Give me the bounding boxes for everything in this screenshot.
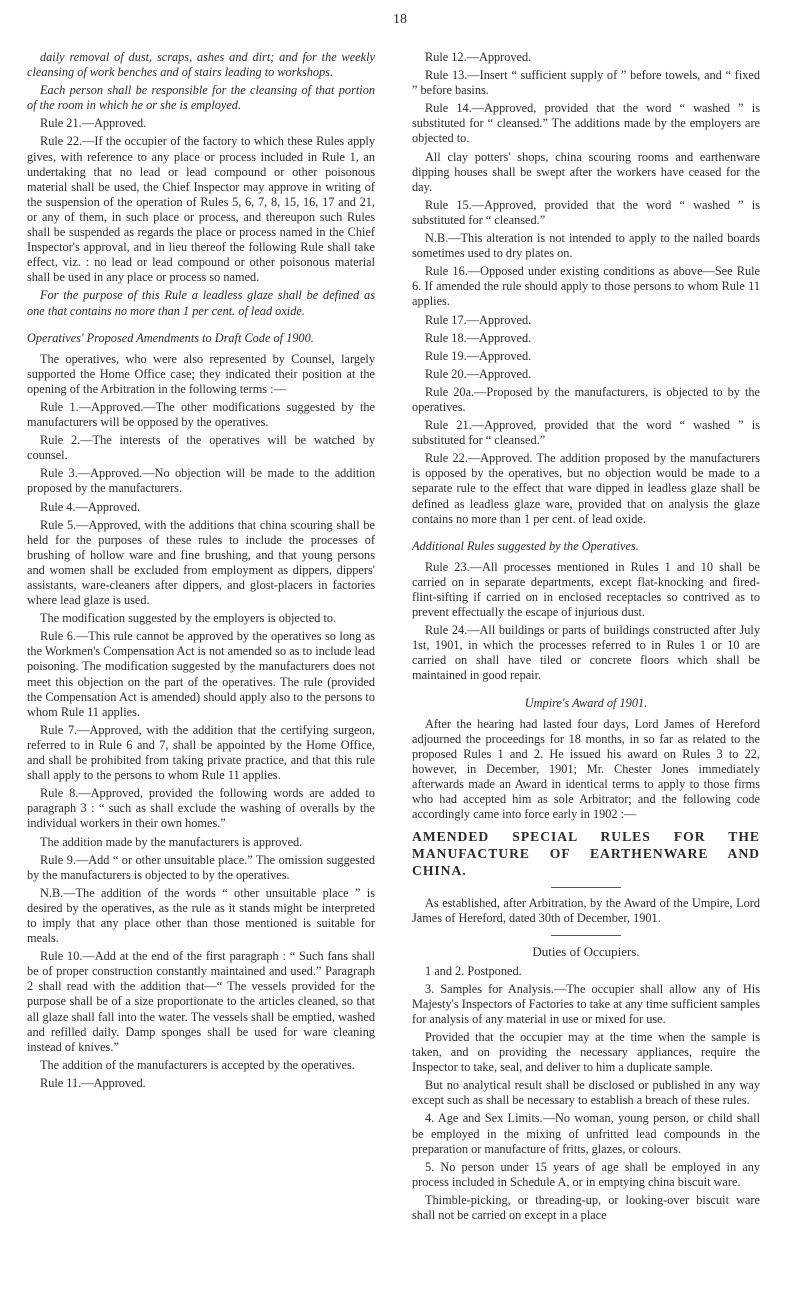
section-heading: Umpire's Award of 1901. xyxy=(524,695,648,710)
paragraph: But no analytical result shall be disclosed or published in any way except such as shall be necessary to establish a breach of these rules. xyxy=(412,1078,760,1108)
subheading: Duties of Occupiers. xyxy=(532,943,640,959)
rule-paragraph: Rule 21.—Approved, provided that the word “ washed ” is substituted for “ cleansed.” xyxy=(412,418,760,448)
rule-paragraph: Rule 2.—The interests of the operatives will be watched by counsel. xyxy=(27,433,375,463)
paragraph: As established, after Arbitration, by the Award of the Umpire, Lord James of Hereford, dated 30th of December, 1901. xyxy=(412,896,760,926)
paragraph: All clay potters' shops, china scouring rooms and earthenware dipping houses shall be swept after the workers have ceased for the day. xyxy=(412,149,760,194)
main-heading: AMENDED SPECIAL RULES FOR THE MANUFACTURE OF EARTHENWARE AND CHINA. xyxy=(412,829,760,879)
rule-paragraph: Rule 7.—Approved, with the addition that the certifying surgeon, referred to in Rule 6 and 7, shall be appointed by the Home Office, and shall be prohibited from taking private practice, and that this rule shall apply to the persons to whom Rule 11 applies. xyxy=(27,722,375,783)
paragraph: 1 and 2. Postponed. xyxy=(425,963,522,978)
rule-paragraph: Rule 22.—If the occupier of the factory to which these Rules apply gives, with reference to any place or process included in Rule 1, an undertaking that no lead or lead compound or other poisonous material shall be used, the Chief Inspector may approve in writing of the suspension of the operation of Rules 5, 6, 7, 8, 15, 16, 17 and 21, or any of them, in such place or process, and thereupon such Rules shall be suspended as regards the place or process named in the Chief Inspector's approval, and in lieu thereof the following Rule shall take effect, viz. : no lead or lead compound or other poisonous material shall be used in any place or process so named. xyxy=(27,134,375,285)
paragraph: The modification suggested by the employers is objected to. xyxy=(40,611,337,626)
paragraph: The addition of the manufacturers is accepted by the operatives. xyxy=(40,1057,355,1072)
rule-paragraph: Rule 10.—Add at the end of the first paragraph : “ Such fans shall be of proper construction constantly maintained and used.” Paragraph 2 shall read with the addition that—“ The vessels provided for the purpose shall be of a size proportionate to the articles cleaned, so that all glaze shall fall into the water. The vessels shall be emptied, washed and refilled daily. Damp sponges shall be used for ware cleaning instead of knives.” xyxy=(27,949,375,1054)
rule-paragraph: Rule 17.—Approved. xyxy=(425,312,532,327)
rule-paragraph: Rule 16.—Opposed under existing conditions as above—See Rule 6. If amended the rule should apply to those persons to whom Rule 11 applies. xyxy=(412,264,760,309)
paragraph: For the purpose of this Rule a leadless glaze shall be defined as one that contains no more than 1 per cent. of lead oxide. xyxy=(27,288,375,318)
rule-paragraph: Rule 15.—Approved, provided that the word “ washed ” is substituted for “ cleansed.” xyxy=(412,197,760,227)
paragraph: The operatives, who were also represented by Counsel, largely supported the Home Office case; they indicated their position at the opening of the Arbitration in the following terms :— xyxy=(27,351,375,396)
rule-paragraph: Rule 12.—Approved. xyxy=(425,50,532,64)
rule-paragraph: Rule 11.—Approved. xyxy=(40,1075,146,1090)
note-paragraph: N.B.—This alteration is not intended to apply to the nailed boards sometimes used to dry plates on. xyxy=(412,231,760,261)
rule-paragraph: Rule 19.—Approved. xyxy=(425,348,532,363)
paragraph: Each person shall be responsible for the cleansing of that portion of the room in which he or she is employed. xyxy=(27,83,375,113)
rule-paragraph: Rule 20.—Approved. xyxy=(425,366,532,381)
rule-paragraph: Rule 22.—Approved. The addition proposed by the manufacturers is opposed by the operatives, but no objection would be made to a separate rule to the effect that ware dipped in leadless glaze shall be defined as leadless glaze ware, provided that on analysis the glaze contains no more than 1 per cent. of lead oxide. xyxy=(412,451,760,526)
paragraph: daily removal of dust, scraps, ashes and dirt; and for the weekly cleansing of work benches and of stairs leading to workshops. xyxy=(27,50,375,80)
rule-paragraph: Rule 6.—This rule cannot be approved by the operatives so long as the Workmen's Compensation Act is not amended so as to include lead poisoning. The modification suggested by the manufacturers does not meet this objection on the part of the operatives. The rule (provided the Compensation Act is amended) should apply also to the persons to whom Rule 11 applies. xyxy=(27,629,375,719)
rule-paragraph: Rule 24.—All buildings or parts of buildings constructed after July 1st, 1901, in which the processes referred to in Rules 1 or 10 are carried on shall have tiled or concrete floors which shall be maintained in good repair. xyxy=(412,623,760,683)
rule-paragraph: Rule 8.—Approved, provided the following words are added to paragraph 3 : “ such as shall exclude the washing of overalls by the individual workers in their own homes.” xyxy=(27,786,375,831)
divider xyxy=(551,935,621,936)
rule-paragraph: Rule 5.—Approved, with the additions that china scouring shall be held for the purposes of these rules to include the processes of brushing of hollow ware and fine brushing, and that young persons and women shall be excluded from employment as dippers, dippers' assistants, ware-cleaners after dippers, and glost-placers in factories where lead glaze is used. xyxy=(27,517,375,608)
rule-paragraph: Rule 9.—Add “ or other unsuitable place.” The omission suggested by the manufacturers is objected to by the operatives. xyxy=(27,852,375,882)
rule-paragraph: Rule 13.—Insert “ sufficient supply of ” before towels, and “ fixed ” before basins. xyxy=(412,68,760,98)
rule-paragraph: Rule 1.—Approved.—The other modifications suggested by the manufacturers will be opposed by the operatives. xyxy=(27,399,375,430)
section-heading: Additional Rules suggested by the Operatives. xyxy=(412,538,639,553)
rule-paragraph: Rule 4.—Approved. xyxy=(40,499,141,514)
section-heading: Operatives' Proposed Amendments to Draft Code of 1900. xyxy=(27,330,314,345)
rule-paragraph: Rule 21.—Approved. xyxy=(40,116,147,131)
rule-paragraph: Rule 14.—Approved, provided that the word “ washed ” is substituted for “ cleansed.” The additions made by the employers are objected to. xyxy=(412,101,760,146)
rule-paragraph: Rule 18.—Approved. xyxy=(425,330,532,345)
left-column xyxy=(27,50,375,1094)
rule-paragraph: Rule 3.—Approved.—No objection will be made to the addition proposed by the manufacturers. xyxy=(27,466,375,496)
note-paragraph: N.B.—The addition of the words “ other unsuitable place ” is desired by the operatives, as the rule as it stands might be interpreted to imply that any place other than those mentioned is suitable for meals. xyxy=(27,885,375,946)
paragraph: Thimble-picking, or threading-up, or looking-over biscuit ware shall not be carried on except in a place xyxy=(412,1192,760,1222)
rule-paragraph: 3. Samples for Analysis.—The occupier shall allow any of His Majesty's Inspectors of Factories to take at any time sufficient samples for analysis of any material in use or mixed for use. xyxy=(412,981,760,1026)
rule-paragraph: Rule 20a.—Proposed by the manufacturers, is objected to by the operatives. xyxy=(412,384,760,414)
paragraph: After the hearing had lasted four days, Lord James of Hereford adjourned the proceedings for 18 months, in so far as related to the proposed Rules 1 and 2. He issued his award on Rules 3 to 22, however, in December, 1901; Mr. Chester Jones immediately afterwards made an Award in identical terms to apply to those firms who had accepted him as sole Arbitrator; and the following code accordingly came into force early in 1902 :— xyxy=(412,716,760,822)
paragraph: The addition made by the manufacturers is approved. xyxy=(40,834,303,849)
paragraph: Provided that the occupier may at the time when the sample is taken, and on providing the necessary appliances, require the Inspector to take, seal, and deliver to him a duplicate sample. xyxy=(412,1029,760,1075)
rule-paragraph: Rule 23.—All processes mentioned in Rules 1 and 10 shall be carried on in separate departments, except flat-knocking and fired-flint-sifting if carried on in enclosed receptacles so contrived as to prevent effectually the escape of injurious dust. xyxy=(412,559,760,620)
rule-paragraph: 5. No person under 15 years of age shall be employed in any process included in Schedule A, or in emptying china biscuit ware. xyxy=(412,1159,760,1189)
rule-paragraph: 4. Age and Sex Limits.—No woman, young person, or child shall be employed in the mixing of unfritted lead compounds in the preparation or manufacture of fritts, glazes, or colours. xyxy=(412,1111,760,1156)
page-number: 18 xyxy=(393,12,407,27)
divider xyxy=(551,887,621,888)
right-column xyxy=(412,50,760,1226)
